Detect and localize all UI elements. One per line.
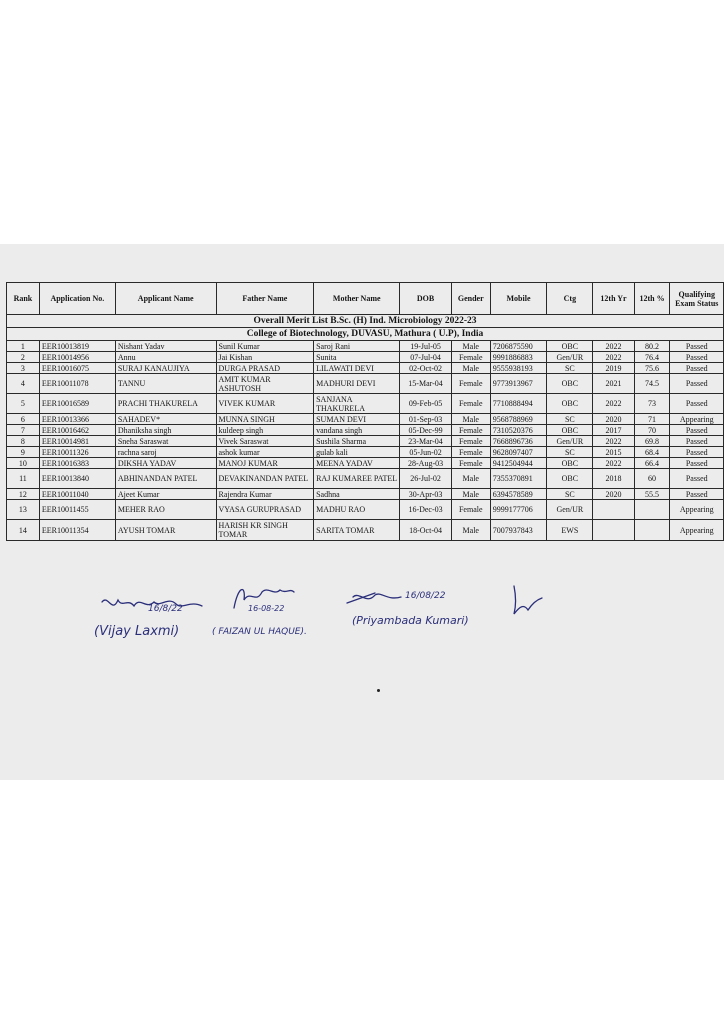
cell-application-no: EER10014956 <box>39 352 115 363</box>
cell-dob: 05-Jun-02 <box>400 447 451 458</box>
cell-applicant-name: ABHINANDAN PATEL <box>115 469 216 489</box>
cell-mobile: 9773913967 <box>490 374 546 394</box>
col-12th-percent: 12th % <box>634 283 670 315</box>
cell-gender: Female <box>451 374 490 394</box>
cell-dob: 16-Dec-03 <box>400 500 451 520</box>
cell-mother-name: Sunita <box>314 352 400 363</box>
cell-application-no: EER10016075 <box>39 363 115 374</box>
table-row <box>7 500 724 520</box>
signature-1-date: 16/8/22 <box>148 604 183 614</box>
merit-list-sheet <box>6 282 724 576</box>
cell-exam-status: Passed <box>670 447 724 458</box>
cell-mother-name: MADHU RAO <box>314 500 400 520</box>
col-father-name: Father Name <box>216 283 314 315</box>
cell-mother-name: gulab kali <box>314 447 400 458</box>
cell-mother-name: Saroj Rani <box>314 341 400 352</box>
col-application-no: Application No. <box>39 283 115 315</box>
cell-exam-status: Passed <box>670 469 724 489</box>
cell-category: OBC <box>547 394 593 414</box>
cell-application-no: EER10016462 <box>39 425 115 436</box>
cell-application-no: EER10011455 <box>39 500 115 520</box>
cell-12th-percent: 71 <box>634 414 670 425</box>
table-row <box>7 352 724 363</box>
cell-12th-percent: 73 <box>634 394 670 414</box>
cell-father-name: DURGA PRASAD <box>216 363 314 374</box>
cell-exam-status: Passed <box>670 374 724 394</box>
col-12th-year: 12th Yr <box>593 283 634 315</box>
cell-father-name: kuldeep singh <box>216 425 314 436</box>
cell-rank: 9 <box>7 447 40 458</box>
cell-mobile: 9991886883 <box>490 352 546 363</box>
cell-gender: Female <box>451 447 490 458</box>
cell-exam-status: Passed <box>670 352 724 363</box>
cell-mother-name: RAJ KUMAREE PATEL <box>314 469 400 489</box>
cell-application-no: EER10011354 <box>39 520 115 541</box>
cell-category: SC <box>547 489 593 500</box>
cell-12th-year: 2022 <box>593 394 634 414</box>
cell-mobile: 7710888494 <box>490 394 546 414</box>
col-category: Ctg <box>547 283 593 315</box>
cell-12th-percent: 75.6 <box>634 363 670 374</box>
cell-rank: 6 <box>7 414 40 425</box>
cell-12th-year: 2020 <box>593 489 634 500</box>
cell-12th-year: 2017 <box>593 425 634 436</box>
cell-rank: 13 <box>7 500 40 520</box>
cell-12th-year <box>593 500 634 520</box>
cell-category: OBC <box>547 341 593 352</box>
cell-mobile: 9568788969 <box>490 414 546 425</box>
cell-category: SC <box>547 447 593 458</box>
cell-mother-name: SARITA TOMAR <box>314 520 400 541</box>
table-row <box>7 414 724 425</box>
table-row <box>7 447 724 458</box>
cell-exam-status: Passed <box>670 425 724 436</box>
cell-gender: Male <box>451 469 490 489</box>
cell-mother-name: SUMAN DEVI <box>314 414 400 425</box>
cell-category: OBC <box>547 458 593 469</box>
cell-12th-year: 2020 <box>593 414 634 425</box>
cell-father-name: ashok kumar <box>216 447 314 458</box>
cell-exam-status: Passed <box>670 341 724 352</box>
cell-father-name: MANOJ KUMAR <box>216 458 314 469</box>
cell-exam-status: Appearing <box>670 520 724 541</box>
table-row <box>7 394 724 414</box>
cell-exam-status: Passed <box>670 436 724 447</box>
document-subtitle: College of Biotechnology, DUVASU, Mathura ( U.P), India <box>7 328 724 341</box>
signature-2-date: 16-08-22 <box>248 604 285 613</box>
cell-gender: Female <box>451 425 490 436</box>
cell-father-name: DEVAKINANDAN PATEL <box>216 469 314 489</box>
cell-category: Gen/UR <box>547 436 593 447</box>
table-row <box>7 436 724 447</box>
cell-applicant-name: Dhaniksha singh <box>115 425 216 436</box>
table-row <box>7 341 724 352</box>
cell-dob: 26-Jul-02 <box>400 469 451 489</box>
cell-dob: 07-Jul-04 <box>400 352 451 363</box>
cell-father-name: VIVEK KUMAR <box>216 394 314 414</box>
col-mother-name: Mother Name <box>314 283 400 315</box>
cell-mobile: 9412504944 <box>490 458 546 469</box>
cell-dob: 05-Dec-99 <box>400 425 451 436</box>
col-rank: Rank <box>7 283 40 315</box>
cell-rank: 8 <box>7 436 40 447</box>
table-body <box>7 341 724 541</box>
cell-12th-percent <box>634 500 670 520</box>
cell-category: SC <box>547 363 593 374</box>
cell-category: SC <box>547 414 593 425</box>
cell-rank: 7 <box>7 425 40 436</box>
cell-rank: 10 <box>7 458 40 469</box>
cell-application-no: EER10013366 <box>39 414 115 425</box>
cell-gender: Male <box>451 414 490 425</box>
table-row <box>7 374 724 394</box>
cell-applicant-name: Nishant Yadav <box>115 341 216 352</box>
cell-12th-year: 2018 <box>593 469 634 489</box>
cell-gender: Female <box>451 436 490 447</box>
cell-application-no: EER10014981 <box>39 436 115 447</box>
cell-mother-name: MEENA YADAV <box>314 458 400 469</box>
cell-father-name: AMIT KUMAR ASHUTOSH <box>216 374 314 394</box>
cell-category: EWS <box>547 520 593 541</box>
cell-mobile: 9555938193 <box>490 363 546 374</box>
cell-gender: Male <box>451 363 490 374</box>
cell-mobile: 7310520376 <box>490 425 546 436</box>
cell-gender: Female <box>451 394 490 414</box>
signature-3 <box>345 587 405 609</box>
cell-application-no: EER10013819 <box>39 341 115 352</box>
cell-exam-status: Passed <box>670 458 724 469</box>
cell-12th-percent <box>634 520 670 541</box>
cell-father-name: Jai Kishan <box>216 352 314 363</box>
cell-12th-year: 2022 <box>593 458 634 469</box>
cell-rank: 3 <box>7 363 40 374</box>
cell-12th-year: 2022 <box>593 436 634 447</box>
signature-2-name: ( FAIZAN UL HAQUE). <box>212 627 307 637</box>
cell-father-name: HARISH KR SINGH TOMAR <box>216 520 314 541</box>
cell-applicant-name: SAHADEV* <box>115 414 216 425</box>
cell-exam-status: Appearing <box>670 500 724 520</box>
cell-father-name: MUNNA SINGH <box>216 414 314 425</box>
cell-application-no: EER10016383 <box>39 458 115 469</box>
col-gender: Gender <box>451 283 490 315</box>
cell-12th-percent: 74.5 <box>634 374 670 394</box>
cell-12th-percent: 60 <box>634 469 670 489</box>
cell-dob: 30-Apr-03 <box>400 489 451 500</box>
ink-dot <box>377 689 380 692</box>
cell-rank: 14 <box>7 520 40 541</box>
cell-application-no: EER10011040 <box>39 489 115 500</box>
cell-rank: 11 <box>7 469 40 489</box>
cell-mobile: 7206875590 <box>490 341 546 352</box>
cell-dob: 09-Feb-05 <box>400 394 451 414</box>
cell-mobile: 6394578589 <box>490 489 546 500</box>
table-row <box>7 520 724 541</box>
cell-category: Gen/UR <box>547 352 593 363</box>
cell-applicant-name: AYUSH TOMAR <box>115 520 216 541</box>
cell-mobile: 7355370891 <box>490 469 546 489</box>
signature-4 <box>506 584 546 618</box>
cell-exam-status: Passed <box>670 363 724 374</box>
cell-category: OBC <box>547 469 593 489</box>
cell-gender: Female <box>451 500 490 520</box>
cell-mother-name: Sadhna <box>314 489 400 500</box>
cell-12th-percent: 80.2 <box>634 341 670 352</box>
cell-category: OBC <box>547 425 593 436</box>
cell-application-no: EER10011326 <box>39 447 115 458</box>
cell-12th-percent: 69.8 <box>634 436 670 447</box>
cell-father-name: Vivek Saraswat <box>216 436 314 447</box>
cell-rank: 2 <box>7 352 40 363</box>
cell-mobile: 9628097407 <box>490 447 546 458</box>
cell-exam-status: Passed <box>670 489 724 500</box>
cell-applicant-name: SURAJ KANAUJIYA <box>115 363 216 374</box>
cell-father-name: VYASA GURUPRASAD <box>216 500 314 520</box>
cell-12th-percent: 68.4 <box>634 447 670 458</box>
cell-12th-percent: 76.4 <box>634 352 670 363</box>
table-row <box>7 425 724 436</box>
cell-applicant-name: Annu <box>115 352 216 363</box>
cell-dob: 01-Sep-03 <box>400 414 451 425</box>
cell-12th-year: 2022 <box>593 341 634 352</box>
col-mobile: Mobile <box>490 283 546 315</box>
cell-dob: 18-Oct-04 <box>400 520 451 541</box>
cell-mobile: 9999177706 <box>490 500 546 520</box>
col-dob: DOB <box>400 283 451 315</box>
cell-dob: 15-Mar-04 <box>400 374 451 394</box>
table-header-row <box>7 283 724 315</box>
table-row <box>7 489 724 500</box>
cell-dob: 02-Oct-02 <box>400 363 451 374</box>
cell-rank: 4 <box>7 374 40 394</box>
cell-12th-year <box>593 520 634 541</box>
cell-12th-percent: 55.5 <box>634 489 670 500</box>
cell-applicant-name: rachna saroj <box>115 447 216 458</box>
cell-mother-name: MADHURI DEVI <box>314 374 400 394</box>
cell-dob: 19-Jul-05 <box>400 341 451 352</box>
cell-father-name: Sunil Kumar <box>216 341 314 352</box>
cell-gender: Male <box>451 341 490 352</box>
cell-application-no: EER10011078 <box>39 374 115 394</box>
cell-dob: 23-Mar-04 <box>400 436 451 447</box>
cell-mobile: 7668896736 <box>490 436 546 447</box>
cell-exam-status: Appearing <box>670 414 724 425</box>
cell-father-name: Rajendra Kumar <box>216 489 314 500</box>
cell-category: OBC <box>547 374 593 394</box>
cell-mother-name: SANJANA THAKURELA <box>314 394 400 414</box>
cell-applicant-name: Sneha Saraswat <box>115 436 216 447</box>
signature-1-name: (Vijay Laxmi) <box>94 624 180 639</box>
signature-3-date: 16/08/22 <box>405 591 446 601</box>
cell-applicant-name: MEHER RAO <box>115 500 216 520</box>
cell-mobile: 7007937843 <box>490 520 546 541</box>
cell-12th-year: 2015 <box>593 447 634 458</box>
table-row <box>7 469 724 489</box>
cell-gender: Female <box>451 352 490 363</box>
cell-12th-percent: 70 <box>634 425 670 436</box>
cell-category: Gen/UR <box>547 500 593 520</box>
cell-application-no: EER10013840 <box>39 469 115 489</box>
cell-mother-name: Sushila Sharma <box>314 436 400 447</box>
cell-mother-name: LILAWATI DEVI <box>314 363 400 374</box>
document-title: Overall Merit List B.Sc. (H) Ind. Microbiology 2022-23 <box>7 315 724 328</box>
cell-applicant-name: PRACHI THAKURELA <box>115 394 216 414</box>
cell-dob: 28-Aug-03 <box>400 458 451 469</box>
cell-rank: 12 <box>7 489 40 500</box>
table-row <box>7 458 724 469</box>
cell-mother-name: vandana singh <box>314 425 400 436</box>
cell-12th-year: 2021 <box>593 374 634 394</box>
cell-gender: Male <box>451 489 490 500</box>
cell-12th-year: 2019 <box>593 363 634 374</box>
cell-12th-percent: 66.4 <box>634 458 670 469</box>
table-row <box>7 363 724 374</box>
cell-applicant-name: DIKSHA YADAV <box>115 458 216 469</box>
cell-applicant-name: TANNU <box>115 374 216 394</box>
merit-table <box>6 282 724 541</box>
col-applicant-name: Applicant Name <box>115 283 216 315</box>
cell-gender: Male <box>451 520 490 541</box>
cell-gender: Female <box>451 458 490 469</box>
cell-rank: 1 <box>7 341 40 352</box>
cell-rank: 5 <box>7 394 40 414</box>
col-exam-status: Qualifying Exam Status <box>670 283 724 315</box>
cell-exam-status: Passed <box>670 394 724 414</box>
cell-applicant-name: Ajeet Kumar <box>115 489 216 500</box>
cell-12th-year: 2022 <box>593 352 634 363</box>
cell-application-no: EER10016589 <box>39 394 115 414</box>
signature-3-name: (Priyambada Kumari) <box>352 614 469 627</box>
